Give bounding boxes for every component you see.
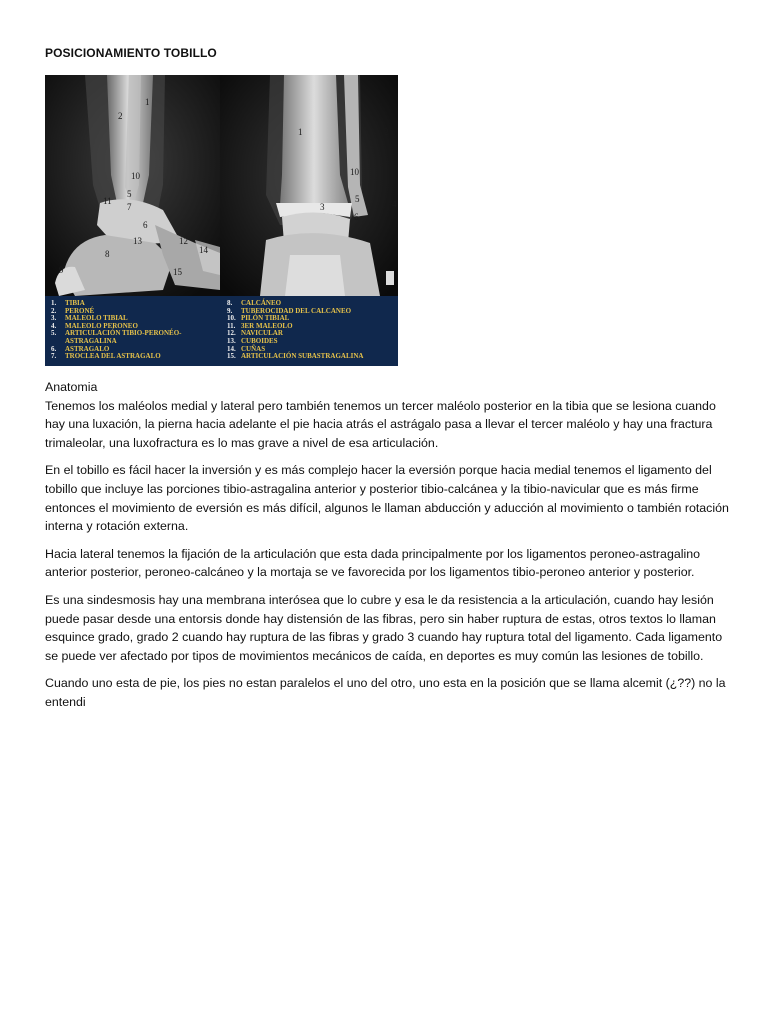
legend-item: 8. CALCÁNEO (227, 299, 282, 307)
legend-item: 6. ASTRAGALO (51, 344, 110, 353)
legend-item: 12. NAVICULAR (227, 329, 283, 338)
legend-item: 11. 3ER MALEOLO (227, 321, 293, 330)
legend-item: 5. ARTICULACIÓN TIBIO-PERONÉO-ASTRAGALINA (51, 329, 182, 345)
xray-label-5: 5 (127, 189, 132, 199)
document-title: POSICIONAMIENTO TOBILLO (45, 46, 217, 60)
xray-label-13: 13 (133, 236, 142, 246)
xray-side-marker (386, 271, 394, 285)
paragraph: Cuando uno esta de pie, los pies no estan paralelos el uno del otro, uno esta en la posición que se llama alcemit (¿??) no la entendi (45, 676, 726, 709)
xray-label-11: 11 (103, 196, 112, 206)
legend-item: 14. CUÑAS (227, 344, 266, 353)
xray-label-15: 15 (173, 267, 182, 277)
legend-item: 13. CUBOIDES (227, 336, 278, 345)
legend-column-left (51, 300, 216, 361)
xray-label-1: 1 (145, 97, 150, 107)
xray-ap-label-1: 1 (298, 127, 303, 137)
xray-label-6: 6 (143, 220, 148, 230)
legend-item: 1. TIBIA (51, 299, 85, 307)
xray-label-12: 12 (179, 236, 188, 246)
paragraph: Es una sindesmosis hay una membrana interósea que lo cubre y esa le da resistencia a la articulación, cuando hay lesión puede pasar desde una entorsis donde hay distensión de las fibras, pero sin haber ruptura de estas, otros textos lo llaman esquince grado, grado 2 cuando hay ruptura de las fibras y grado 3 cuando hay ruptura total del ligamento. Cada ligamento se puede ver afectado por tipos de movimientos mecánicos de caída, en deportes es muy común las lesiones de tobillo. (45, 592, 723, 663)
xray-ap-view (220, 75, 398, 296)
xray-ap-label-10: 10 (350, 167, 359, 177)
xray-ap-label-6: 6 (354, 212, 359, 222)
legend-item: 9. TUBEROCIDAD DEL CALCANEO (227, 306, 352, 315)
xray-label-8: 8 (105, 249, 110, 259)
section-heading-anatomia: Anatomia (45, 380, 98, 394)
xray-lateral-view (45, 75, 220, 296)
ankle-xray-figure (45, 75, 398, 366)
xray-label-7: 7 (127, 202, 132, 212)
xray-label-10: 10 (131, 171, 140, 181)
xray-ap-label-3: 3 (320, 202, 325, 212)
legend-item: 4. MALEOLO PERONEO (51, 321, 138, 330)
document-body (45, 378, 730, 721)
paragraph: En el tobillo es fácil hacer la inversión y es más complejo hacer la eversión porque hacia medial tenemos el ligamento del tobillo que incluye las porciones tibio-astragalina anterior y posterior tibio-calcánea y la tibio-navicular que es más firme entonces el movimiento de eversión es más difícil, algunos le llaman abducción y aducción al movimiento o también rotación interna y rotación externa. (45, 463, 729, 534)
paragraph: Tenemos los maléolos medial y lateral pero también tenemos un tercer maléolo posterior en la tibia que se lesiona cuando hay una luxación, la pierna hacia adelante el pie hacia atrás el astrágalo pasa a llevar el tercer maléolo y hay una fractura trimaleolar, una luxofractura es lo mas grave a nivel de esa articulación. (45, 398, 716, 450)
legend-item: 10. PILÓN TIBIAL (227, 314, 290, 323)
figure-legend (45, 296, 398, 366)
legend-item: 7. TROCLEA DEL ASTRAGALO (51, 352, 161, 361)
xray-label-2: 2 (118, 111, 123, 121)
paragraph: Hacia lateral tenemos la fijación de la articulación que esta dada principalmente por los ligamentos peroneo-astragalino anterior posterior, peroneo-calcáneo y la mortaja se ve favorecida por los ligamentos tibio-peroneo anterior y posterior. (45, 546, 701, 580)
xray-ap-label-4: 4 (392, 199, 397, 209)
xray-ap-label-2: 2 (384, 127, 389, 137)
legend-item: 2. PERONÉ (51, 306, 95, 315)
xray-label-9: 9 (59, 265, 64, 275)
xray-label-14: 14 (199, 245, 208, 255)
legend-column-right (227, 300, 395, 361)
legend-item: 3. MALEOLO TIBIAL (51, 314, 128, 323)
xray-ap-label-5: 5 (355, 194, 360, 204)
legend-item: 15. ARTICULACIÓN SUBASTRAGALINA (227, 352, 364, 361)
